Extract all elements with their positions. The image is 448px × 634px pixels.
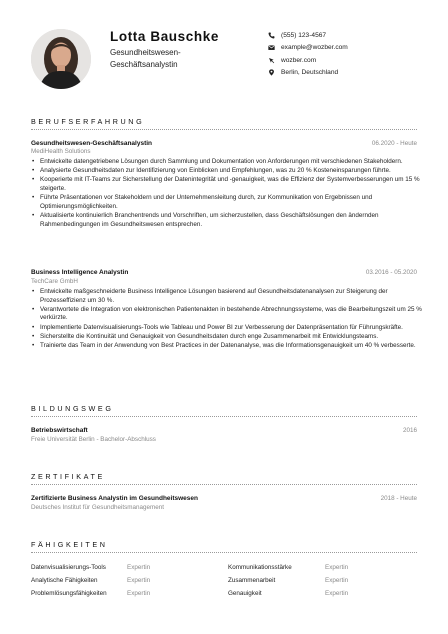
education-degree: Betriebswirtschaft [31, 427, 88, 434]
job-bullets [31, 288, 426, 351]
section-divider [31, 484, 417, 485]
candidate-name: Lotta Bauschke [110, 29, 219, 44]
list-item: • Sicherstellte die Kontinuität und Genauigkeit von Gesundheitsdaten durch enge Zusammenarbeit mit Entwicklungsteams. [40, 333, 426, 342]
section-divider [31, 552, 417, 553]
skill-name: Zusammenarbeit [228, 577, 276, 584]
list-item: • Entwickelte datengetriebene Lösungen durch Sammlung und Dokumentation von Anforderungen mit verschiedenen Stakeholdern. [40, 158, 426, 167]
link-icon [268, 57, 275, 64]
education-year: 2016 [402, 427, 417, 434]
job-title: Gesundheitswesen-Geschäftsanalystin [31, 140, 153, 147]
section-title-experience: BERUFSERFAHRUNG [31, 117, 145, 126]
section-divider [31, 129, 417, 130]
certificate-date: 2018 - Heute [380, 495, 417, 502]
list-item: • Kooperierte mit IT-Teams zur Sicherstellung der Datenintegrität und -genauigkeit, was die Effizienz der Systemverbesserungen um 15 % steigerte. [40, 176, 426, 193]
contact-location [268, 67, 348, 80]
skill-name: Kommunikationsstärke [228, 564, 292, 571]
section-title-education: BILDUNGSWEG [31, 404, 114, 413]
section-divider [31, 416, 417, 417]
candidate-role: Gesundheitswesen-Geschäftsanalystin [110, 48, 181, 69]
list-item: • Implementierte Datenvisualisierungs-Tools wie Tableau und Power BI zur Verbesserung der Datenpräsentation für Führungskräfte. [40, 324, 426, 333]
skill-level: Expertin [127, 590, 151, 597]
skill-level: Expertin [325, 577, 349, 584]
list-item: • Aktualisierte kontinuierlich Branchentrends und Vorschriften, um sicherzustellen, dass Geschäftslösungen den ändernden Rahmenbedingungen im Gesundheitswesen entsprechen. [40, 212, 426, 229]
skill-level: Expertin [325, 590, 349, 597]
job-company: MediHealth Solutions [31, 148, 91, 155]
skill-level: Expertin [127, 564, 151, 571]
contact-email-text[interactable]: example@wozber.com [281, 44, 348, 52]
skill-name: Datenvisualisierungs-Tools [31, 564, 106, 571]
contact-phone-text: (555) 123-4567 [281, 31, 327, 39]
profile-photo [31, 29, 91, 89]
section-title-certificates: ZERTIFIKATE [31, 472, 105, 481]
education-school: Freie Universität Berlin - Bachelor-Abschluss [31, 436, 156, 443]
job-company: TechCare GmbH [31, 278, 78, 285]
contact-location-text: Berlin, Deutschland [281, 69, 339, 77]
section-title-skills: FÄHIGKEITEN [31, 540, 108, 549]
skill-name: Genauigkeit [228, 590, 262, 597]
list-item: • Analysierte Gesundheitsdaten zur Identifizierung von Einblicken und Empfehlungen, was zu 20 % Kosteneinsparungen führte. [40, 167, 426, 176]
list-item: • Entwickelte maßgeschneiderte Business Intelligence Lösungen basierend auf Gesundheitsdatenanalysen zur Steigerung der Prozesseffizienz um 30 %. [40, 288, 426, 305]
list-item: • Trainierte das Team in der Anwendung von Best Practices in der Datenanalyse, was die Informationsgenauigkeit um 40 % verbesserte. [40, 342, 426, 351]
job-title: Business Intelligence Analystin [31, 269, 129, 276]
contact-phone [268, 29, 348, 42]
location-pin-icon [268, 69, 275, 76]
list-item: • Führte Präsentationen vor Stakeholdern und der Unternehmensleitung durch, zur Kommunikation von Ergebnissen und Optimierungsmöglichkeiten. [40, 194, 426, 211]
contact-email [268, 42, 348, 55]
skill-level: Expertin [325, 564, 349, 571]
contact-website [268, 54, 348, 67]
certificate-issuer: Deutsches Institut für Gesundheitsmanagement [31, 504, 165, 511]
job-date: 03.2016 - 05.2020 [365, 269, 417, 276]
contact-website-text[interactable]: wozber.com [281, 56, 317, 64]
envelope-icon [268, 44, 275, 51]
skill-level: Expertin [127, 577, 151, 584]
skill-name: Analytische Fähigkeiten [31, 577, 98, 584]
contact-list [268, 29, 348, 79]
job-bullets [31, 158, 426, 230]
list-item: • Verantwortete die Integration von elektronischen Patientenakten in bestehende Abrechnungssysteme, was die Bearbeitungszeit um 25 % verkürzte. [40, 306, 426, 323]
job-date: 06.2020 - Heute [371, 140, 417, 147]
certificate-name: Zertifizierte Business Analystin im Gesundheitswesen [31, 495, 199, 502]
skill-name: Problemlösungsfähigkeiten [31, 590, 107, 597]
phone-icon [268, 32, 275, 39]
